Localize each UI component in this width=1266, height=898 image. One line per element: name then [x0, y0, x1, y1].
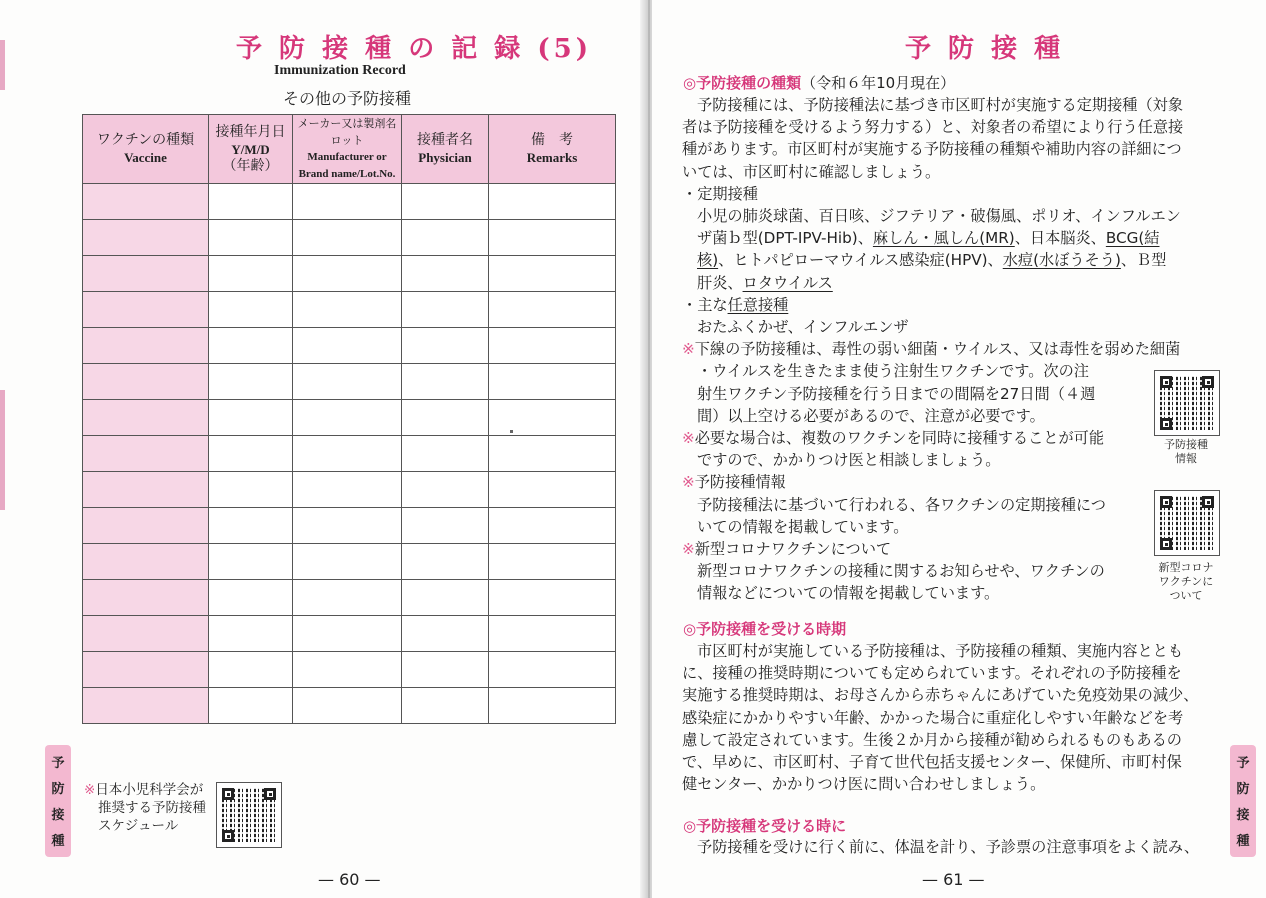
- intro-line: 予防接種には、予防接種法に基づき市区町村が実施する定期接種（対象: [697, 96, 1183, 114]
- remarks-cell[interactable]: [489, 580, 616, 616]
- qr-caption-info: [1146, 438, 1226, 466]
- page-edge-mark: [0, 390, 5, 510]
- header-manufacturer-jp: メーカー又は製剤名 ロット: [297, 117, 397, 147]
- timing-line: 感染症にかかりやすい年齢、かかった場合に重症化しやすい年齢などを考: [682, 708, 1184, 727]
- subtitle-en: Immunization Record: [274, 63, 406, 78]
- vaccine-cell[interactable]: [83, 616, 209, 652]
- physician-cell[interactable]: [402, 292, 489, 328]
- page-title: 予 防 接 種 の 記 録 (5): [236, 34, 593, 64]
- note-title: 予防接種情報: [694, 473, 786, 492]
- vaccine-cell[interactable]: [83, 580, 209, 616]
- table-row: [83, 400, 616, 436]
- intro-line: 種があります。市区町村が実施する予防接種の種類や補助内容の詳細につ: [682, 140, 1182, 159]
- schedule-note-line: 推奨する予防接種: [98, 800, 206, 816]
- manufacturer-cell[interactable]: [293, 652, 402, 688]
- qr-finder: [222, 830, 234, 842]
- vaccine-cell[interactable]: [83, 364, 209, 400]
- receiving-line: 予防接種を受けに行く前に、体温を計り、予診票の注意事項をよく読み、: [697, 838, 1200, 856]
- manufacturer-cell[interactable]: [293, 436, 402, 472]
- heading-text: ◎予防接種の種類: [683, 74, 802, 92]
- vaccine-cell[interactable]: [83, 652, 209, 688]
- date-cell[interactable]: [209, 472, 293, 508]
- physician-cell[interactable]: [402, 256, 489, 292]
- table-row: [83, 652, 616, 688]
- qr-caption-line: ワクチンに: [1158, 575, 1214, 588]
- section-heading-timing: ◎予防接種を受ける時期: [683, 620, 847, 638]
- remarks-cell[interactable]: [489, 364, 616, 400]
- section-heading-when-receiving: ◎予防接種を受ける時に: [683, 817, 847, 835]
- physician-cell[interactable]: [402, 616, 489, 652]
- optional-underlined: 任意接種: [727, 295, 789, 314]
- side-tab-char: 防: [51, 782, 65, 797]
- table-row: [83, 616, 616, 652]
- header-manufacturer: [293, 115, 402, 184]
- note-line: いての情報を掲載しています。: [697, 517, 909, 536]
- manufacturer-cell[interactable]: [293, 580, 402, 616]
- table-row: [83, 292, 616, 328]
- qr-finder: [264, 788, 276, 800]
- live-vaccine-bcg-cont: 核): [697, 251, 719, 270]
- remarks-cell[interactable]: [489, 544, 616, 580]
- manufacturer-cell[interactable]: [293, 256, 402, 292]
- note-line: 情報などについての情報を掲載しています。: [697, 584, 1000, 603]
- remarks-cell[interactable]: [489, 688, 616, 724]
- regular-label: ・定期接種: [682, 184, 758, 203]
- date-cell[interactable]: [209, 256, 293, 292]
- immunization-info-qr-code[interactable]: [1154, 370, 1220, 436]
- remarks-cell[interactable]: [489, 184, 616, 220]
- note-line: 新型コロナワクチンの接種に関するお知らせや、ワクチンの: [697, 562, 1105, 581]
- timing-line: 健センター、かかりつけ医に問い合わせしましょう。: [682, 775, 1046, 794]
- vaccine-cell[interactable]: [83, 184, 209, 220]
- manufacturer-cell[interactable]: [293, 184, 402, 220]
- note-title: 新型コロナワクチンについて: [694, 540, 892, 559]
- remarks-cell[interactable]: [489, 256, 616, 292]
- physician-cell[interactable]: [402, 580, 489, 616]
- vaccine-cell[interactable]: [83, 400, 209, 436]
- vaccine-cell[interactable]: [83, 328, 209, 364]
- table-row: [83, 184, 616, 220]
- note-line: 予防接種法に基づいて行われる、各ワクチンの定期接種につ: [697, 495, 1106, 514]
- side-tab-char: 種: [51, 834, 65, 849]
- date-cell[interactable]: [209, 328, 293, 364]
- header-remarks: [489, 115, 616, 184]
- optional-line: おたふくかぜ、インフルエンザ: [697, 318, 909, 337]
- manufacturer-cell[interactable]: [293, 544, 402, 580]
- date-cell[interactable]: [209, 364, 293, 400]
- physician-cell[interactable]: [402, 472, 489, 508]
- remarks-cell[interactable]: [489, 472, 616, 508]
- qr-finder: [1202, 496, 1214, 508]
- table-row: [83, 364, 616, 400]
- physician-cell[interactable]: [402, 652, 489, 688]
- schedule-qr-code[interactable]: [216, 782, 282, 848]
- manufacturer-cell[interactable]: [293, 472, 402, 508]
- physician-cell[interactable]: [402, 400, 489, 436]
- optional-seg: ・主な: [682, 295, 728, 314]
- regular-line: [682, 249, 1227, 271]
- note-text: 下線の予防接種は、毒性の弱い細菌・ウイルス、又は毒性を弱めた細菌: [694, 340, 1181, 359]
- qr-finder: [1160, 418, 1172, 430]
- heading-date: （令和６年10月現在）: [801, 74, 956, 92]
- regular-seg: 肝炎、: [697, 273, 743, 292]
- intro-line: いては、市区町村に確認しましょう。: [682, 162, 941, 181]
- side-tab-char: 種: [1236, 834, 1250, 849]
- physician-cell[interactable]: [402, 508, 489, 544]
- header-vaccine: [83, 115, 209, 184]
- timing-body: [682, 640, 1227, 795]
- regular-seg: 、日本脳炎、: [1014, 229, 1106, 248]
- note-line: ※予防接種情報: [682, 473, 786, 492]
- live-vaccine-varicella: 水痘(水ぼうそう): [1002, 251, 1121, 270]
- header-date: [209, 115, 293, 184]
- live-vaccine-bcg: BCG(結: [1105, 229, 1160, 248]
- manufacturer-cell[interactable]: [293, 328, 402, 364]
- note-line: ・ウイルスを生きたまま使う注射生ワクチンです。次の注: [697, 362, 1089, 381]
- header-vaccine-jp: ワクチンの種類: [96, 132, 195, 148]
- header-remarks-en: Remarks: [526, 150, 578, 165]
- vaccine-cell[interactable]: [83, 544, 209, 580]
- remarks-cell[interactable]: [489, 220, 616, 256]
- qr-caption-line: ついて: [1169, 589, 1203, 602]
- page-edge-mark: [0, 40, 5, 90]
- intro-line: 者は予防接種を受けるよう努力する）と、対象者の希望により行う任意接: [682, 118, 1184, 137]
- table-row: [83, 688, 616, 724]
- date-cell[interactable]: [209, 652, 293, 688]
- side-tab-char: 接: [1236, 808, 1250, 823]
- note-line: ※必要な場合は、複数のワクチンを同時に接種することが可能: [682, 429, 1105, 448]
- qr-finder: [1202, 376, 1214, 388]
- table-row: [83, 472, 616, 508]
- ink-speck: [510, 430, 513, 433]
- physician-cell[interactable]: [402, 328, 489, 364]
- header-remarks-jp: 備 考: [531, 132, 573, 148]
- remarks-cell[interactable]: [489, 400, 616, 436]
- immunization-record-table: [82, 114, 616, 724]
- note-line: ※下線の予防接種は、毒性の弱い細菌・ウイルス、又は毒性を弱めた細菌: [682, 340, 1181, 359]
- date-cell[interactable]: [209, 580, 293, 616]
- types-intro: [682, 94, 1227, 605]
- schedule-note-text: 日本小児科学会が: [95, 782, 204, 798]
- manufacturer-cell[interactable]: [293, 400, 402, 436]
- remarks-cell[interactable]: [489, 436, 616, 472]
- table-row: [83, 328, 616, 364]
- remarks-cell[interactable]: [489, 616, 616, 652]
- right-page-title: 予 防 接 種: [905, 34, 1065, 64]
- vaccine-cell[interactable]: [83, 436, 209, 472]
- note-line: ※新型コロナワクチンについて: [682, 540, 892, 559]
- header-date-en: Y/M/D: [231, 141, 270, 157]
- timing-line: 市区町村が実施している予防接種は、予防接種の種類、実施内容ととも: [697, 642, 1183, 660]
- header-physician-jp: 接種者名: [417, 132, 473, 148]
- timing-line: 慮して設定されています。生後２か月から接種が勧められるものもあるの: [682, 730, 1182, 749]
- date-cell[interactable]: [209, 616, 293, 652]
- qr-caption-covid: [1146, 561, 1226, 603]
- table-row: [83, 508, 616, 544]
- header-manufacturer-en: Manufacturer or: [307, 151, 387, 163]
- manufacturer-cell[interactable]: [293, 292, 402, 328]
- date-cell[interactable]: [209, 184, 293, 220]
- table-row: [83, 436, 616, 472]
- side-tab-right: [1230, 745, 1256, 857]
- manufacturer-cell[interactable]: [293, 616, 402, 652]
- note-line: 射生ワクチン予防接種を行う日までの間隔を27日間（４週: [697, 384, 1096, 403]
- timing-line: 実施する推奨時期は、お母さんから赤ちゃんにあげていた免疫効果の減少、: [682, 686, 1199, 705]
- table-row: [83, 580, 616, 616]
- date-cell[interactable]: [209, 436, 293, 472]
- receiving-body: [682, 836, 1227, 858]
- header-vaccine-en: Vaccine: [124, 150, 167, 165]
- table-header-row: [83, 115, 616, 184]
- vaccine-cell[interactable]: [83, 256, 209, 292]
- date-cell[interactable]: [209, 400, 293, 436]
- schedule-note-line: スケジュール: [98, 818, 179, 834]
- header-date-jp: 接種年月日: [215, 123, 286, 140]
- remarks-cell[interactable]: [489, 652, 616, 688]
- schedule-note-line: [84, 781, 206, 799]
- table-row: [83, 220, 616, 256]
- header-physician-en: Physician: [418, 150, 472, 165]
- qr-finder: [1160, 496, 1172, 508]
- manufacturer-cell[interactable]: [293, 364, 402, 400]
- qr-finder: [1160, 376, 1172, 388]
- vaccine-cell[interactable]: [83, 292, 209, 328]
- table-row: [83, 256, 616, 292]
- subtitle-jp: その他の予防接種: [283, 89, 412, 108]
- vaccine-cell[interactable]: [83, 508, 209, 544]
- optional-label: [682, 294, 1227, 316]
- regular-line: [682, 272, 1227, 294]
- physician-cell[interactable]: [402, 544, 489, 580]
- header-manufacturer-brand: Brand name/Lot.No.: [298, 168, 396, 180]
- schedule-note: [84, 781, 206, 835]
- date-cell[interactable]: [209, 292, 293, 328]
- physician-cell[interactable]: [402, 184, 489, 220]
- vaccine-cell[interactable]: [83, 472, 209, 508]
- vaccine-cell[interactable]: [83, 220, 209, 256]
- header-date-age: （年齢）: [222, 157, 279, 174]
- side-tab-char: 接: [51, 808, 65, 823]
- side-tab-char: 予: [1236, 756, 1250, 771]
- remarks-cell[interactable]: [489, 508, 616, 544]
- covid-vaccine-qr-code[interactable]: [1154, 490, 1220, 556]
- date-cell[interactable]: [209, 508, 293, 544]
- physician-cell[interactable]: [402, 364, 489, 400]
- header-physician: [402, 115, 489, 184]
- qr-caption-line: 予防接種: [1164, 438, 1208, 451]
- side-tab-left: [45, 745, 71, 857]
- regular-line: 小児の肺炎球菌、百日咳、ジフテリア・破傷風、ポリオ、インフルエン: [697, 207, 1181, 226]
- page-number-left: — 60 —: [318, 870, 381, 889]
- physician-cell[interactable]: [402, 436, 489, 472]
- note-mark: ※: [84, 782, 96, 798]
- note-line: 間）以上空ける必要があるので、注意が必要です。: [697, 406, 1045, 425]
- regular-seg: 、Ｂ型: [1120, 251, 1167, 270]
- timing-line: で、早めに、市区町村、子育て世代包括支援センター、保健所、市町村保: [682, 753, 1182, 772]
- regular-seg: 、ヒトパピローマウイルス感染症(HPV)、: [718, 251, 1003, 270]
- qr-caption-line: 情報: [1175, 452, 1197, 465]
- table-row: [83, 544, 616, 580]
- qr-finder: [1160, 538, 1172, 550]
- manufacturer-cell[interactable]: [293, 508, 402, 544]
- manufacturer-cell[interactable]: [293, 688, 402, 724]
- live-vaccine-rota: ロタウイルス: [742, 273, 833, 292]
- note-line: ですので、かかりつけ医と相談しましょう。: [697, 451, 1001, 470]
- date-cell[interactable]: [209, 688, 293, 724]
- note-text: 必要な場合は、複数のワクチンを同時に接種することが可能: [694, 429, 1105, 448]
- physician-cell[interactable]: [402, 220, 489, 256]
- timing-line: に、接種の推奨時期についても定められています。それぞれの予防接種を: [682, 664, 1182, 683]
- side-tab-char: 予: [51, 756, 65, 771]
- section-heading-types: [683, 72, 955, 93]
- side-tab-char: 防: [1236, 782, 1250, 797]
- remarks-cell[interactable]: [489, 328, 616, 364]
- regular-seg: ザ菌ｂ型(DPT-IPV-Hib)、: [697, 229, 873, 248]
- date-cell[interactable]: [209, 544, 293, 580]
- manufacturer-cell[interactable]: [293, 220, 402, 256]
- page-number-right: — 61 —: [922, 870, 985, 889]
- qr-caption-line: 新型コロナ: [1158, 561, 1214, 574]
- vaccine-cell[interactable]: [83, 688, 209, 724]
- physician-cell[interactable]: [402, 688, 489, 724]
- qr-finder: [222, 788, 234, 800]
- regular-line: [682, 227, 1227, 249]
- live-vaccine-mr: 麻しん・風しん(MR): [872, 229, 1015, 248]
- remarks-cell[interactable]: [489, 292, 616, 328]
- date-cell[interactable]: [209, 220, 293, 256]
